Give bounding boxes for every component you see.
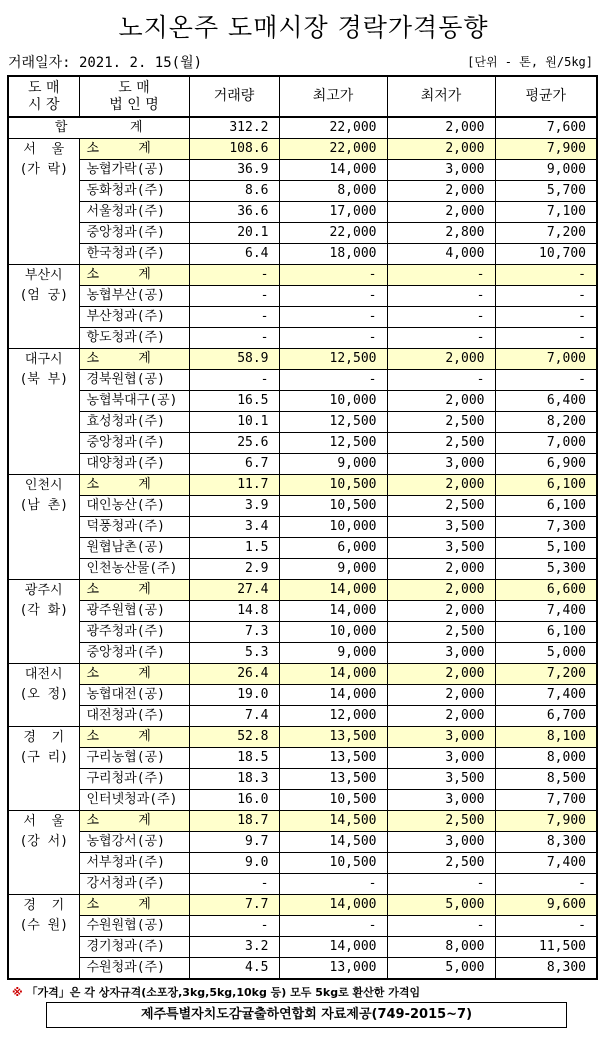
volume-cell: 14.8 (189, 601, 279, 622)
firm-name: 농협강서(공) (79, 832, 189, 853)
max-price-cell: 14,500 (279, 832, 387, 853)
min-price-cell: 2,000 (387, 391, 495, 412)
avg-price-cell: 7,400 (495, 853, 597, 874)
firm-name: 인천농산물(주) (79, 559, 189, 580)
volume-cell: 8.6 (189, 181, 279, 202)
table-row (8, 433, 597, 454)
firm-name: 항도청과(주) (79, 328, 189, 349)
firm-name: 원협남촌(공) (79, 538, 189, 559)
min-price-cell: 3,000 (387, 727, 495, 748)
avg-price-cell: 8,100 (495, 727, 597, 748)
source-box: 제주특별자치도감귤출하연합회 자료제공(749-2015~7) (46, 1002, 567, 1028)
max-price-cell: 13,500 (279, 727, 387, 748)
table-row (8, 706, 597, 727)
volume-cell: 20.1 (189, 223, 279, 244)
volume-cell: 2.9 (189, 559, 279, 580)
min-price-cell: - (387, 265, 495, 286)
avg-price-cell: 6,700 (495, 706, 597, 727)
footnote-mark: ※ (12, 986, 23, 999)
min-price-cell: 2,500 (387, 496, 495, 517)
header-min-price: 최저가 (387, 76, 495, 117)
firm-name: 농협북대구(공) (79, 391, 189, 412)
avg-price-cell: 9,000 (495, 160, 597, 181)
avg-price-cell: - (495, 307, 597, 328)
avg-price-cell: - (495, 370, 597, 391)
max-price-cell: 9,000 (279, 559, 387, 580)
subtotal-row (8, 475, 597, 496)
avg-price-cell: 7,900 (495, 811, 597, 832)
avg-price-cell: 7,100 (495, 202, 597, 223)
min-price-cell: 2,000 (387, 559, 495, 580)
table-row (8, 223, 597, 244)
table-row (8, 328, 597, 349)
min-price-cell: 4,000 (387, 244, 495, 265)
avg-price-cell: 5,100 (495, 538, 597, 559)
volume-cell: 18.7 (189, 811, 279, 832)
price-table (7, 75, 598, 980)
market-name: 경 기 (수 원) (8, 895, 79, 980)
table-row (8, 160, 597, 181)
min-price-cell: 5,000 (387, 958, 495, 980)
firm-name: 대인농산(주) (79, 496, 189, 517)
volume-cell: 9.0 (189, 853, 279, 874)
avg-price-cell: - (495, 328, 597, 349)
avg-price-cell: - (495, 874, 597, 895)
subtotal-row (8, 727, 597, 748)
max-price-cell: 9,000 (279, 454, 387, 475)
table-row (8, 958, 597, 980)
volume-cell: 19.0 (189, 685, 279, 706)
market-name: 서 울 (가 락) (8, 139, 79, 265)
table-row (8, 496, 597, 517)
firm-name: 광주청과(주) (79, 622, 189, 643)
max-price-cell: 8,000 (279, 181, 387, 202)
table-row (8, 853, 597, 874)
max-price-cell: - (279, 916, 387, 937)
max-price-cell: 14,000 (279, 685, 387, 706)
avg-price-cell: 11,500 (495, 937, 597, 958)
volume-cell: 36.6 (189, 202, 279, 223)
volume-cell: 58.9 (189, 349, 279, 370)
min-price-cell: 8,000 (387, 937, 495, 958)
table-row (8, 286, 597, 307)
max-price-cell: 10,000 (279, 622, 387, 643)
subtotal-row (8, 811, 597, 832)
table-row (8, 454, 597, 475)
subtotal-row (8, 895, 597, 916)
avg-price-cell: 7,200 (495, 223, 597, 244)
table-row (8, 538, 597, 559)
min-price-cell: 2,000 (387, 349, 495, 370)
market-name: 서 울 (강 서) (8, 811, 79, 895)
firm-name: 소 계 (79, 727, 189, 748)
firm-name: 강서청과(주) (79, 874, 189, 895)
firm-name: 부산청과(주) (79, 307, 189, 328)
max-price-cell: 22,000 (279, 223, 387, 244)
avg-price-cell: 9,600 (495, 895, 597, 916)
max-price-cell: - (279, 328, 387, 349)
max-price-cell: 14,000 (279, 601, 387, 622)
min-price-cell: 2,500 (387, 433, 495, 454)
min-price-cell: - (387, 370, 495, 391)
firm-name: 대양청과(주) (79, 454, 189, 475)
min-price-cell: 2,500 (387, 622, 495, 643)
market-name: 부산시 (엄 궁) (8, 265, 79, 349)
footnote (12, 984, 420, 1000)
table-row (8, 517, 597, 538)
table-row (8, 412, 597, 433)
volume-cell: 18.5 (189, 748, 279, 769)
min-price-cell: 2,500 (387, 811, 495, 832)
volume-cell: 27.4 (189, 580, 279, 601)
min-price-cell: 5,000 (387, 895, 495, 916)
volume-cell: 3.4 (189, 517, 279, 538)
header-volume: 거래량 (189, 76, 279, 117)
volume-cell: - (189, 370, 279, 391)
avg-price-cell: 8,300 (495, 832, 597, 853)
avg-price-cell: 6,100 (495, 496, 597, 517)
volume-cell: - (189, 916, 279, 937)
firm-name: 소 계 (79, 475, 189, 496)
firm-name: 소 계 (79, 811, 189, 832)
min-price-cell: 3,500 (387, 769, 495, 790)
firm-name: 동화청과(주) (79, 181, 189, 202)
volume-cell: 18.3 (189, 769, 279, 790)
volume-cell: 25.6 (189, 433, 279, 454)
max-price-cell: 13,500 (279, 769, 387, 790)
max-price-cell: 14,500 (279, 811, 387, 832)
firm-name: 소 계 (79, 895, 189, 916)
min-price-cell: 2,800 (387, 223, 495, 244)
total-volume: 312.2 (189, 117, 279, 139)
firm-name: 인터넷청과(주) (79, 790, 189, 811)
volume-cell: - (189, 307, 279, 328)
total-avg: 7,600 (495, 117, 597, 139)
max-price-cell: 13,500 (279, 748, 387, 769)
table-row (8, 370, 597, 391)
avg-price-cell: 6,400 (495, 391, 597, 412)
header-max-price: 최고가 (279, 76, 387, 117)
firm-name: 한국청과(주) (79, 244, 189, 265)
avg-price-cell: 6,100 (495, 475, 597, 496)
min-price-cell: 3,000 (387, 160, 495, 181)
table-row (8, 916, 597, 937)
table-row (8, 874, 597, 895)
volume-cell: 7.3 (189, 622, 279, 643)
min-price-cell: 3,500 (387, 517, 495, 538)
avg-price-cell: 8,500 (495, 769, 597, 790)
volume-cell: 36.9 (189, 160, 279, 181)
volume-cell: 3.2 (189, 937, 279, 958)
min-price-cell: 2,000 (387, 580, 495, 601)
avg-price-cell: 6,100 (495, 622, 597, 643)
firm-name: 서부청과(주) (79, 853, 189, 874)
firm-name: 소 계 (79, 265, 189, 286)
max-price-cell: 12,500 (279, 433, 387, 454)
firm-name: 수원청과(주) (79, 958, 189, 980)
page-title: 노지온주 도매시장 경락가격동향 (118, 13, 489, 42)
total-min: 2,000 (387, 117, 495, 139)
table-row (8, 391, 597, 412)
firm-name: 덕풍청과(주) (79, 517, 189, 538)
subtotal-row (8, 139, 597, 160)
volume-cell: - (189, 328, 279, 349)
subtotal-row (8, 265, 597, 286)
firm-name: 소 계 (79, 580, 189, 601)
max-price-cell: 14,000 (279, 160, 387, 181)
max-price-cell: 10,500 (279, 496, 387, 517)
volume-cell: 16.0 (189, 790, 279, 811)
min-price-cell: 2,000 (387, 475, 495, 496)
max-price-cell: 17,000 (279, 202, 387, 223)
avg-price-cell: 6,900 (495, 454, 597, 475)
min-price-cell: 2,000 (387, 706, 495, 727)
max-price-cell: 14,000 (279, 580, 387, 601)
min-price-cell: - (387, 307, 495, 328)
volume-cell: 52.8 (189, 727, 279, 748)
firm-name: 소 계 (79, 349, 189, 370)
avg-price-cell: 7,700 (495, 790, 597, 811)
volume-cell: 16.5 (189, 391, 279, 412)
min-price-cell: 2,500 (387, 412, 495, 433)
max-price-cell: 10,500 (279, 853, 387, 874)
min-price-cell: 2,000 (387, 601, 495, 622)
footnote-text: 「가격」은 각 상자규격(소포장,3kg,5kg,10kg 등) 모두 5kg로 환산한 가격임 (26, 986, 421, 999)
avg-price-cell: 8,000 (495, 748, 597, 769)
min-price-cell: 3,000 (387, 748, 495, 769)
header-row (8, 76, 597, 117)
table-row (8, 769, 597, 790)
max-price-cell: 9,000 (279, 643, 387, 664)
table-row (8, 202, 597, 223)
avg-price-cell: 5,000 (495, 643, 597, 664)
volume-cell: - (189, 286, 279, 307)
volume-cell: 3.9 (189, 496, 279, 517)
max-price-cell: 10,500 (279, 790, 387, 811)
header-avg-price: 평균가 (495, 76, 597, 117)
min-price-cell: 2,000 (387, 202, 495, 223)
volume-cell: 1.5 (189, 538, 279, 559)
table-row (8, 601, 597, 622)
volume-cell: 6.7 (189, 454, 279, 475)
total-max: 22,000 (279, 117, 387, 139)
min-price-cell: - (387, 916, 495, 937)
max-price-cell: 22,000 (279, 139, 387, 160)
unit-label: [단위 - 톤, 원/5kg] (467, 55, 593, 69)
max-price-cell: 10,500 (279, 475, 387, 496)
max-price-cell: - (279, 286, 387, 307)
table-row (8, 937, 597, 958)
header-market: 도 매 시 장 (8, 76, 79, 117)
max-price-cell: - (279, 265, 387, 286)
avg-price-cell: 7,300 (495, 517, 597, 538)
max-price-cell: 12,000 (279, 706, 387, 727)
avg-price-cell: 7,000 (495, 349, 597, 370)
firm-name: 중앙청과(주) (79, 433, 189, 454)
max-price-cell: 18,000 (279, 244, 387, 265)
min-price-cell: 2,500 (387, 853, 495, 874)
min-price-cell: - (387, 874, 495, 895)
avg-price-cell: 8,300 (495, 958, 597, 980)
max-price-cell: 12,500 (279, 412, 387, 433)
subtotal-row (8, 580, 597, 601)
table-row (8, 244, 597, 265)
firm-name: 농협대전(공) (79, 685, 189, 706)
avg-price-cell: - (495, 916, 597, 937)
firm-name: 중앙청과(주) (79, 223, 189, 244)
max-price-cell: - (279, 370, 387, 391)
table-row (8, 832, 597, 853)
firm-name: 소 계 (79, 139, 189, 160)
volume-cell: 9.7 (189, 832, 279, 853)
table-row (8, 643, 597, 664)
firm-name: 구리농협(공) (79, 748, 189, 769)
header-firm: 도 매 법 인 명 (79, 76, 189, 117)
firm-name: 중앙청과(주) (79, 643, 189, 664)
total-row (8, 117, 597, 139)
firm-name: 소 계 (79, 664, 189, 685)
table-row (8, 748, 597, 769)
firm-name: 농협가락(공) (79, 160, 189, 181)
table-row (8, 181, 597, 202)
market-name: 경 기 (구 리) (8, 727, 79, 811)
volume-cell: - (189, 265, 279, 286)
avg-price-cell: 8,200 (495, 412, 597, 433)
volume-cell: 7.4 (189, 706, 279, 727)
min-price-cell: 3,000 (387, 790, 495, 811)
market-name: 대구시 (북 부) (8, 349, 79, 475)
market-name: 대전시 (오 정) (8, 664, 79, 727)
min-price-cell: - (387, 286, 495, 307)
min-price-cell: 3,000 (387, 454, 495, 475)
volume-cell: 7.7 (189, 895, 279, 916)
max-price-cell: 14,000 (279, 937, 387, 958)
firm-name: 구리청과(주) (79, 769, 189, 790)
max-price-cell: 12,500 (279, 349, 387, 370)
max-price-cell: 10,000 (279, 391, 387, 412)
max-price-cell: 14,000 (279, 895, 387, 916)
firm-name: 경기청과(주) (79, 937, 189, 958)
volume-cell: - (189, 874, 279, 895)
volume-cell: 108.6 (189, 139, 279, 160)
firm-name: 서울청과(주) (79, 202, 189, 223)
max-price-cell: - (279, 307, 387, 328)
min-price-cell: 3,000 (387, 832, 495, 853)
volume-cell: 5.3 (189, 643, 279, 664)
trade-date: 거래일자: 2021. 2. 15(월) (8, 55, 203, 71)
max-price-cell: 6,000 (279, 538, 387, 559)
max-price-cell: 14,000 (279, 664, 387, 685)
avg-price-cell: - (495, 286, 597, 307)
max-price-cell: 10,000 (279, 517, 387, 538)
total-label: 합 계 (8, 117, 189, 139)
table-row (8, 559, 597, 580)
table-row (8, 685, 597, 706)
volume-cell: 11.7 (189, 475, 279, 496)
avg-price-cell: 5,300 (495, 559, 597, 580)
min-price-cell: 3,000 (387, 643, 495, 664)
avg-price-cell: 7,400 (495, 685, 597, 706)
firm-name: 수원원협(공) (79, 916, 189, 937)
market-name: 광주시 (각 화) (8, 580, 79, 664)
min-price-cell: 2,000 (387, 181, 495, 202)
min-price-cell: 2,000 (387, 685, 495, 706)
volume-cell: 26.4 (189, 664, 279, 685)
firm-name: 효성청과(주) (79, 412, 189, 433)
avg-price-cell: 7,400 (495, 601, 597, 622)
subtotal-row (8, 664, 597, 685)
market-name: 인천시 (남 촌) (8, 475, 79, 580)
max-price-cell: 13,000 (279, 958, 387, 980)
avg-price-cell: - (495, 265, 597, 286)
avg-price-cell: 6,600 (495, 580, 597, 601)
min-price-cell: - (387, 328, 495, 349)
firm-name: 경북원협(공) (79, 370, 189, 391)
max-price-cell: - (279, 874, 387, 895)
min-price-cell: 3,500 (387, 538, 495, 559)
firm-name: 농협부산(공) (79, 286, 189, 307)
avg-price-cell: 7,000 (495, 433, 597, 454)
volume-cell: 4.5 (189, 958, 279, 980)
table-row (8, 790, 597, 811)
min-price-cell: 2,000 (387, 139, 495, 160)
avg-price-cell: 10,700 (495, 244, 597, 265)
table-row (8, 622, 597, 643)
firm-name: 대전청과(주) (79, 706, 189, 727)
volume-cell: 6.4 (189, 244, 279, 265)
table-row (8, 307, 597, 328)
avg-price-cell: 7,200 (495, 664, 597, 685)
min-price-cell: 2,000 (387, 664, 495, 685)
firm-name: 광주원협(공) (79, 601, 189, 622)
avg-price-cell: 5,700 (495, 181, 597, 202)
volume-cell: 10.1 (189, 412, 279, 433)
avg-price-cell: 7,900 (495, 139, 597, 160)
subtotal-row (8, 349, 597, 370)
